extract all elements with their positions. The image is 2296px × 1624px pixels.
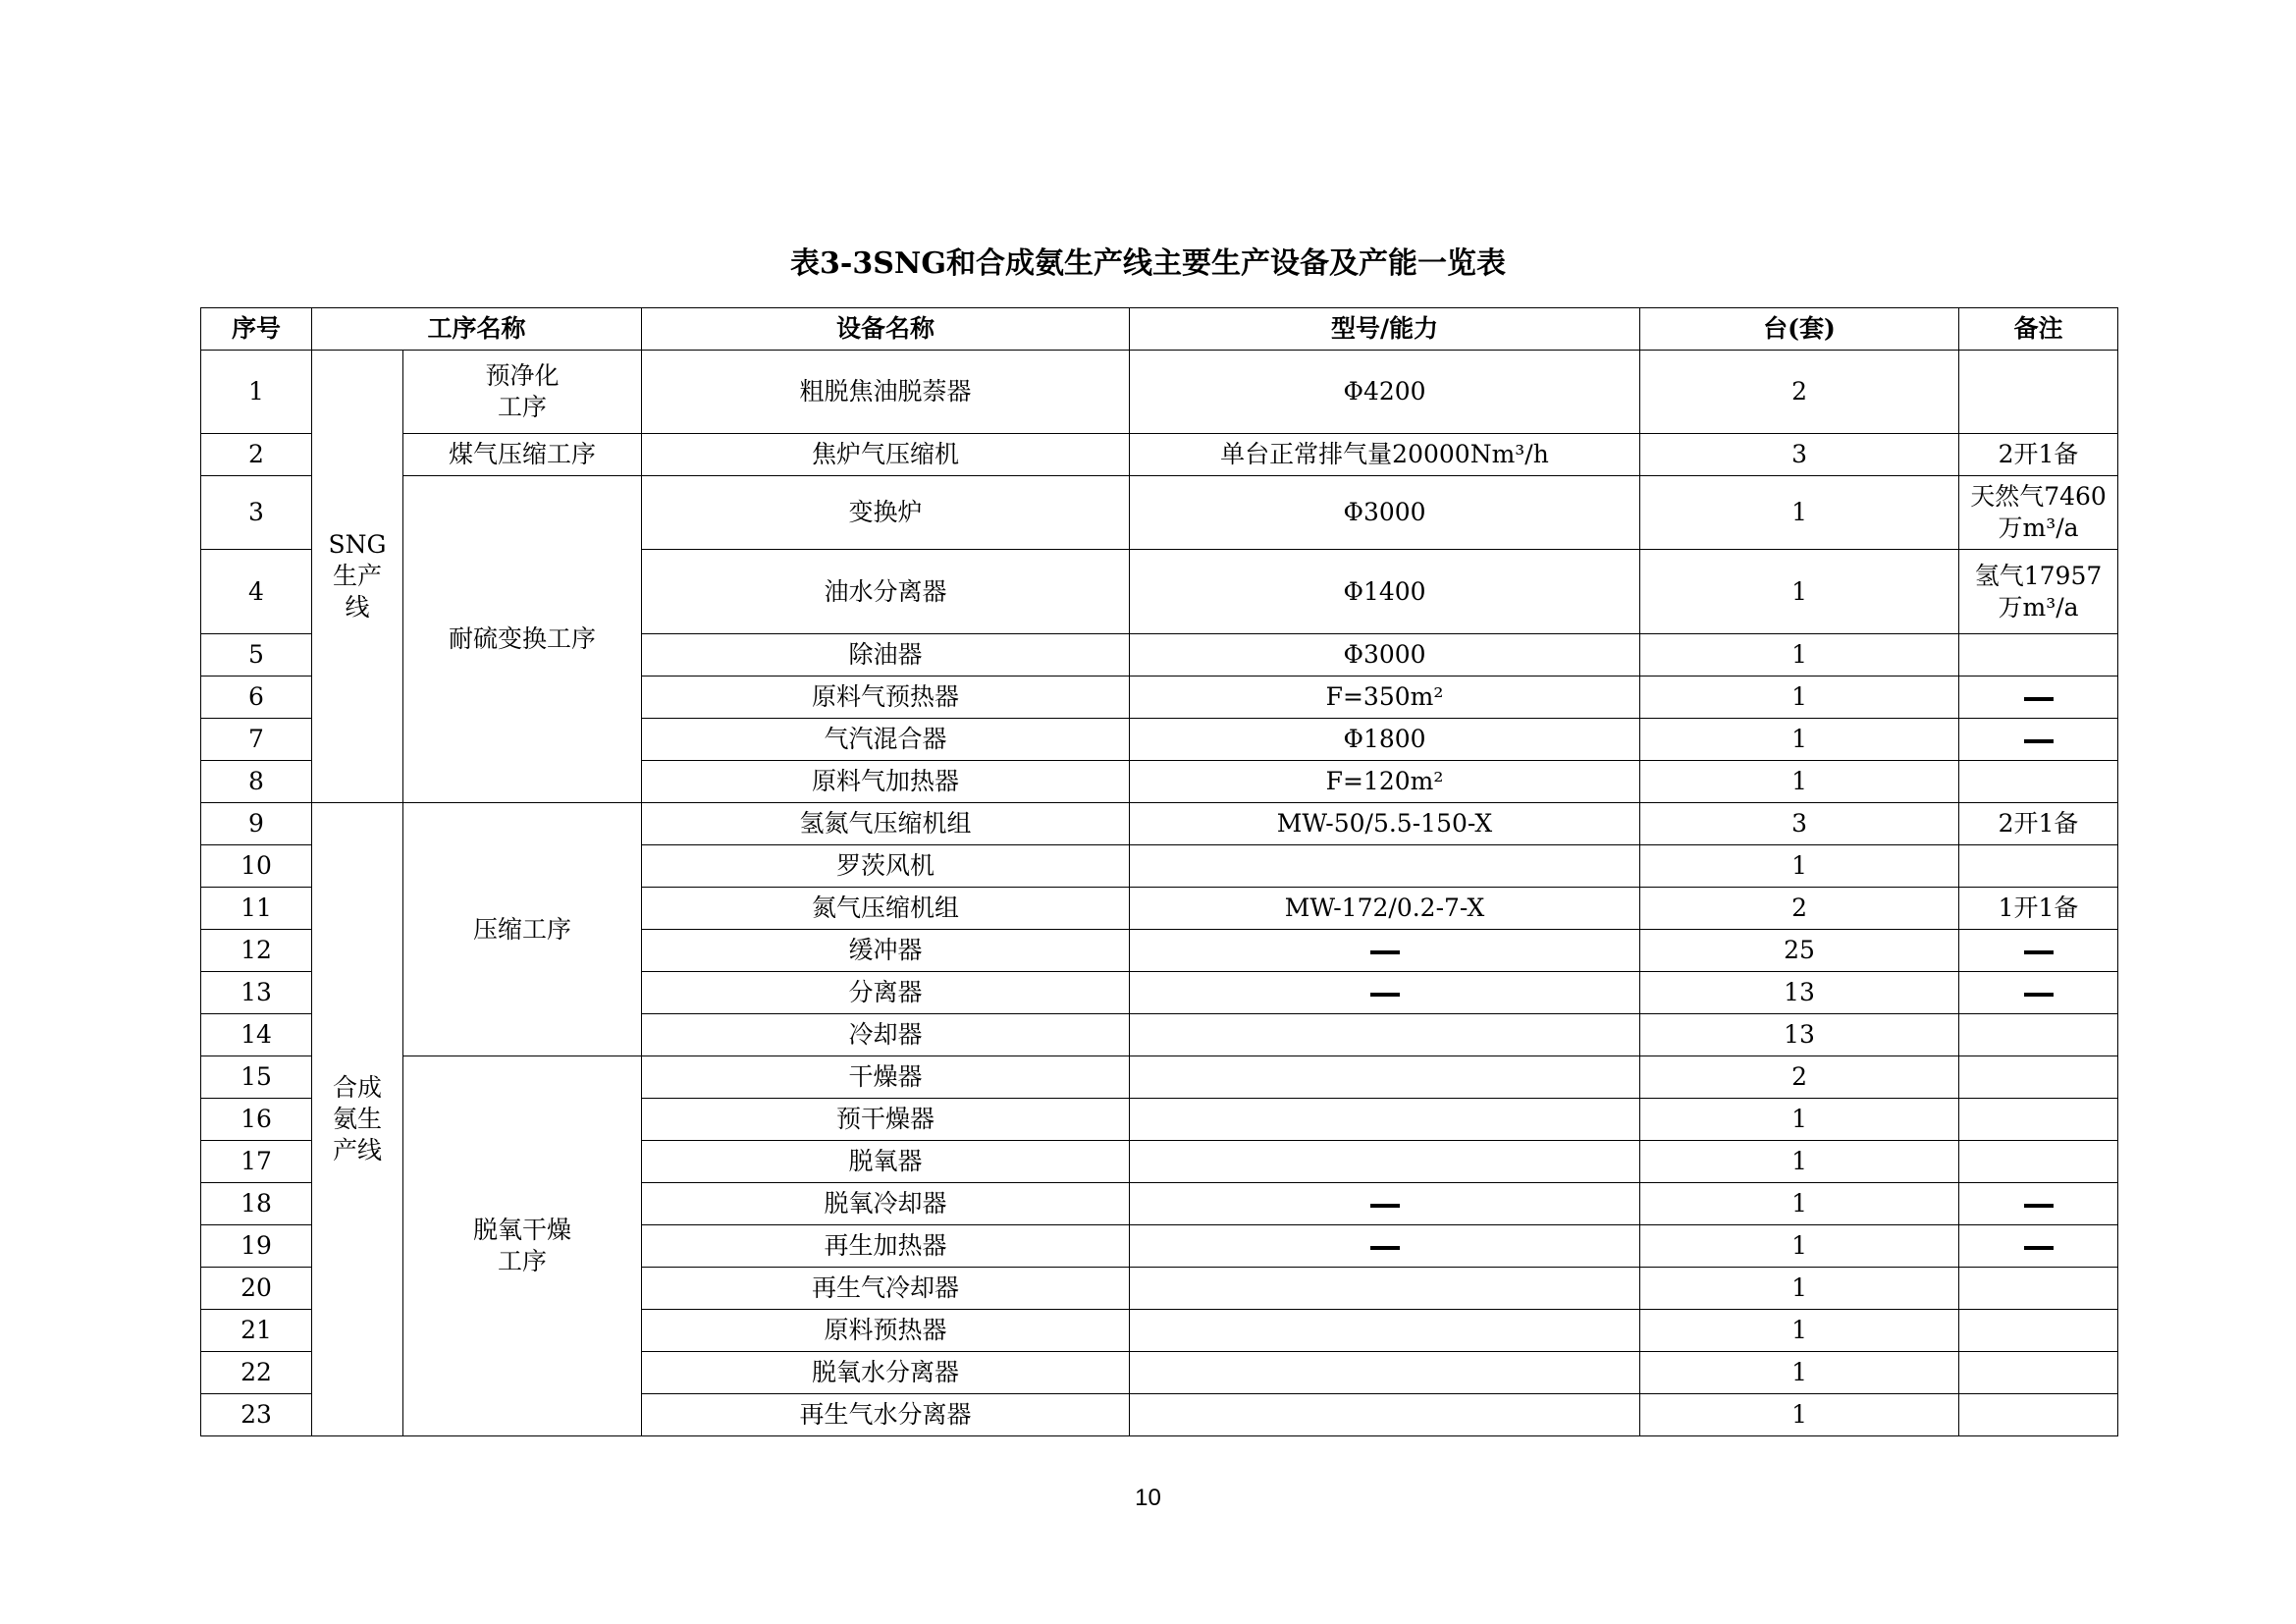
cell-remark (1959, 1394, 2118, 1436)
cell-remark (1959, 1099, 2118, 1141)
cell-remark (1959, 972, 2118, 1014)
line-sng: SNG 生产 线 (312, 351, 403, 803)
cell-model (1130, 1056, 1640, 1099)
dash-mark (1370, 1140, 1400, 1141)
table-row (201, 351, 2118, 434)
process-sulfur-shift: 耐硫变换工序 (403, 476, 642, 803)
process-compress: 压缩工序 (403, 803, 642, 1056)
cell-equipment: 除油器 (642, 634, 1130, 677)
cell-model (1130, 1225, 1640, 1268)
cell-remark (1959, 1352, 2118, 1394)
cell-seq: 12 (201, 930, 312, 972)
cell-equipment: 脱氧器 (642, 1141, 1130, 1183)
cell-seq: 17 (201, 1141, 312, 1183)
dash-mark (2024, 1246, 2054, 1250)
cell-model (1130, 972, 1640, 1014)
dash-mark (2024, 887, 2054, 888)
cell-equipment: 分离器 (642, 972, 1130, 1014)
page-number: 10 (1135, 1485, 1161, 1511)
cell-count: 2 (1640, 351, 1959, 434)
cell-equipment: 预干燥器 (642, 1099, 1130, 1141)
cell-model (1130, 1352, 1640, 1394)
cell-count: 1 (1640, 719, 1959, 761)
cell-count: 2 (1640, 888, 1959, 930)
cell-model: F=120m² (1130, 761, 1640, 803)
cell-remark (1959, 1014, 2118, 1056)
header-remark: 备注 (1959, 308, 2118, 351)
cell-seq: 14 (201, 1014, 312, 1056)
table-row (201, 434, 2118, 476)
cell-count: 1 (1640, 1183, 1959, 1225)
cell-count: 1 (1640, 1352, 1959, 1394)
cell-equipment: 再生加热器 (642, 1225, 1130, 1268)
cell-equipment: 原料预热器 (642, 1310, 1130, 1352)
header-process: 工序名称 (312, 308, 642, 351)
cell-count: 13 (1640, 1014, 1959, 1056)
cell-count: 3 (1640, 434, 1959, 476)
cell-remark (1959, 1310, 2118, 1352)
cell-model: F=350m² (1130, 677, 1640, 719)
cell-equipment: 油水分离器 (642, 550, 1130, 634)
cell-seq: 6 (201, 677, 312, 719)
cell-equipment: 冷却器 (642, 1014, 1130, 1056)
dash-mark (2024, 1435, 2054, 1436)
cell-model (1130, 845, 1640, 888)
cell-remark (1959, 719, 2118, 761)
cell-equipment: 变换炉 (642, 476, 1130, 550)
cell-remark: 2开1备 (1959, 434, 2118, 476)
dash-mark (2024, 676, 2054, 677)
cell-remark: 1开1备 (1959, 888, 2118, 930)
cell-seq: 21 (201, 1310, 312, 1352)
dash-mark (1370, 1182, 1400, 1183)
cell-model: Φ3000 (1130, 634, 1640, 677)
process-prepurify: 预净化 工序 (403, 351, 642, 434)
cell-model: MW-50/5.5-150-X (1130, 803, 1640, 845)
cell-count: 1 (1640, 1099, 1959, 1141)
cell-count: 1 (1640, 845, 1959, 888)
cell-model (1130, 1014, 1640, 1056)
cell-count: 1 (1640, 634, 1959, 677)
cell-seq: 23 (201, 1394, 312, 1436)
cell-model: Φ4200 (1130, 351, 1640, 434)
dash-mark (2024, 1309, 2054, 1310)
cell-count: 2 (1640, 1056, 1959, 1099)
dash-mark (2024, 802, 2054, 803)
table-row (201, 476, 2118, 550)
cell-equipment: 脱氧冷却器 (642, 1183, 1130, 1225)
cell-count: 1 (1640, 1225, 1959, 1268)
cell-seq: 9 (201, 803, 312, 845)
cell-equipment: 焦炉气压缩机 (642, 434, 1130, 476)
cell-seq: 7 (201, 719, 312, 761)
cell-count: 1 (1640, 677, 1959, 719)
process-deoxy-dry: 脱氧干燥 工序 (403, 1056, 642, 1436)
cell-equipment: 气汽混合器 (642, 719, 1130, 761)
cell-remark (1959, 677, 2118, 719)
cell-remark: 2开1备 (1959, 803, 2118, 845)
cell-seq: 2 (201, 434, 312, 476)
cell-count: 25 (1640, 930, 1959, 972)
dash-mark (1370, 1204, 1400, 1208)
cell-count: 1 (1640, 1141, 1959, 1183)
dash-mark (1370, 950, 1400, 954)
cell-remark (1959, 845, 2118, 888)
line-ammonia: 合成 氨生 产线 (312, 803, 403, 1436)
cell-count: 1 (1640, 550, 1959, 634)
dash-mark (1370, 1435, 1400, 1436)
dash-mark (2024, 697, 2054, 701)
dash-mark (2024, 1098, 2054, 1099)
table-row (201, 803, 2118, 845)
header-row (201, 308, 2118, 351)
cell-model (1130, 1099, 1640, 1141)
cell-seq: 11 (201, 888, 312, 930)
cell-equipment: 罗茨风机 (642, 845, 1130, 888)
cell-seq: 5 (201, 634, 312, 677)
dash-mark (2024, 1351, 2054, 1352)
dash-mark (2024, 1140, 2054, 1141)
cell-model (1130, 1394, 1640, 1436)
dash-mark (2024, 1204, 2054, 1208)
cell-model: 单台正常排气量20000Nm³/h (1130, 434, 1640, 476)
cell-model (1130, 1141, 1640, 1183)
cell-count: 1 (1640, 761, 1959, 803)
cell-seq: 19 (201, 1225, 312, 1268)
cell-equipment: 再生气水分离器 (642, 1394, 1130, 1436)
cell-equipment: 脱氧水分离器 (642, 1352, 1130, 1394)
dash-mark (2024, 1393, 2054, 1394)
dash-mark (2024, 739, 2054, 743)
cell-remark (1959, 930, 2118, 972)
cell-seq: 22 (201, 1352, 312, 1394)
cell-equipment: 原料气加热器 (642, 761, 1130, 803)
cell-seq: 10 (201, 845, 312, 888)
dash-mark (1370, 1246, 1400, 1250)
cell-seq: 8 (201, 761, 312, 803)
dash-mark (2024, 1182, 2054, 1183)
cell-equipment: 粗脱焦油脱萘器 (642, 351, 1130, 434)
cell-model (1130, 1310, 1640, 1352)
cell-seq: 15 (201, 1056, 312, 1099)
cell-seq: 4 (201, 550, 312, 634)
header-equipment: 设备名称 (642, 308, 1130, 351)
process-gas-compress: 煤气压缩工序 (403, 434, 642, 476)
cell-seq: 13 (201, 972, 312, 1014)
cell-equipment: 原料气预热器 (642, 677, 1130, 719)
cell-count: 1 (1640, 1394, 1959, 1436)
cell-model (1130, 1268, 1640, 1310)
table-row (201, 1056, 2118, 1099)
cell-seq: 16 (201, 1099, 312, 1141)
cell-equipment: 氢氮气压缩机组 (642, 803, 1130, 845)
dash-mark (2024, 993, 2054, 997)
cell-count: 1 (1640, 476, 1959, 550)
cell-remark (1959, 1225, 2118, 1268)
dash-mark (2024, 950, 2054, 954)
header-seq: 序号 (201, 308, 312, 351)
cell-remark (1959, 1268, 2118, 1310)
equipment-table (200, 307, 2118, 1436)
cell-remark (1959, 634, 2118, 677)
cell-seq: 1 (201, 351, 312, 434)
cell-seq: 18 (201, 1183, 312, 1225)
cell-seq: 20 (201, 1268, 312, 1310)
cell-remark (1959, 1183, 2118, 1225)
cell-count: 1 (1640, 1310, 1959, 1352)
dash-mark (1370, 887, 1400, 888)
cell-equipment: 干燥器 (642, 1056, 1130, 1099)
cell-remark: 氢气17957 万m³/a (1959, 550, 2118, 634)
cell-model: Φ1800 (1130, 719, 1640, 761)
cell-count: 3 (1640, 803, 1959, 845)
cell-model: MW-172/0.2-7-X (1130, 888, 1640, 930)
cell-remark (1959, 351, 2118, 434)
cell-model: Φ3000 (1130, 476, 1640, 550)
cell-model (1130, 930, 1640, 972)
cell-count: 13 (1640, 972, 1959, 1014)
dash-mark (1370, 1393, 1400, 1394)
cell-equipment: 氮气压缩机组 (642, 888, 1130, 930)
cell-remark (1959, 1056, 2118, 1099)
cell-remark (1959, 1141, 2118, 1183)
cell-model: Φ1400 (1130, 550, 1640, 634)
cell-model (1130, 1183, 1640, 1225)
cell-equipment: 再生气冷却器 (642, 1268, 1130, 1310)
table-title: 表3-3SNG和合成氨生产线主要生产设备及产能一览表 (790, 246, 1506, 281)
header-count: 台(套) (1640, 308, 1959, 351)
header-model: 型号/能力 (1130, 308, 1640, 351)
dash-mark (1370, 993, 1400, 997)
dash-mark (1370, 1309, 1400, 1310)
dash-mark (1370, 1351, 1400, 1352)
cell-seq: 3 (201, 476, 312, 550)
cell-count: 1 (1640, 1268, 1959, 1310)
cell-remark: 天然气7460 万m³/a (1959, 476, 2118, 550)
cell-equipment: 缓冲器 (642, 930, 1130, 972)
cell-remark (1959, 761, 2118, 803)
dash-mark (1370, 1098, 1400, 1099)
